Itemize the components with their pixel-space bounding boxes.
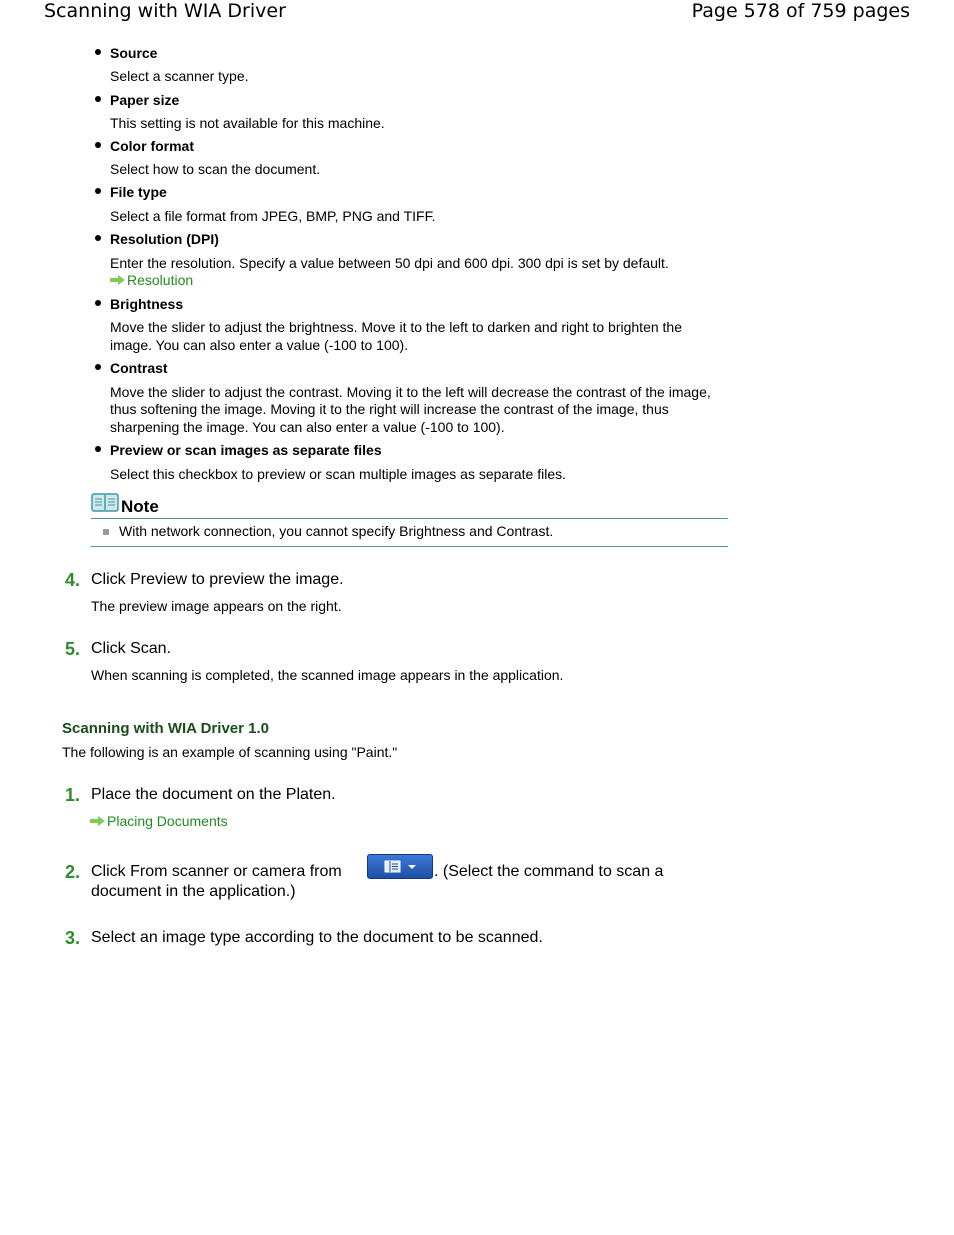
step-number: 4.	[65, 570, 81, 590]
paint-menu-button[interactable]	[367, 854, 433, 879]
note-title: Note	[121, 497, 159, 516]
bullet-icon	[95, 235, 101, 241]
setting-term-color-format: Color format	[110, 138, 194, 154]
note-divider-bottom	[91, 546, 728, 547]
step-text: Place the document on the Platen.	[91, 786, 336, 803]
page-header-title: Scanning with WIA Driver	[44, 0, 286, 22]
resolution-link[interactable]	[110, 272, 193, 288]
step-number: 3.	[65, 928, 81, 948]
setting-term-resolution: Resolution (DPI)	[110, 231, 219, 247]
bullet-icon	[95, 142, 101, 148]
setting-desc-brightness-line2: image. You can also enter a value (-100 to 100).	[110, 337, 409, 353]
setting-desc-contrast-line2: thus softening the image. Moving it to the right will increase the contrast of the image, thus	[110, 401, 669, 417]
setting-term-paper-size: Paper size	[110, 92, 180, 108]
setting-term-source: Source	[110, 45, 158, 61]
arrow-right-icon	[90, 816, 105, 826]
placing-documents-link-label: Placing Documents	[107, 813, 228, 829]
step-text-line2: document in the application.)	[91, 883, 296, 900]
note-divider-top	[91, 518, 728, 519]
setting-desc-separate-files: Select this checkbox to preview or scan multiple images as separate files.	[110, 466, 566, 482]
section-title: Scanning with WIA Driver 1.0	[62, 720, 269, 737]
setting-desc-contrast-line3: sharpening the image. You can also enter a value (-100 to 100).	[110, 419, 505, 435]
page-number: Page 578 of 759 pages	[691, 0, 910, 22]
book-icon	[91, 493, 119, 513]
setting-desc-paper-size: This setting is not available for this machine.	[110, 115, 385, 131]
placing-documents-link[interactable]	[90, 813, 228, 829]
setting-desc-brightness-line1: Move the slider to adjust the brightness. Move it to the left to darken and right to brighten the	[110, 319, 682, 335]
setting-desc-color-format: Select how to scan the document.	[110, 161, 321, 177]
setting-desc-contrast-line1: Move the slider to adjust the contrast. Moving it to the left will decrease the contrast of the image,	[110, 384, 711, 400]
step-text-part1: Click From scanner or camera from	[91, 863, 342, 880]
step-text: Click Scan.	[91, 640, 172, 657]
setting-term-separate-files: Preview or scan images as separate files	[110, 442, 382, 458]
resolution-link-label: Resolution	[127, 272, 194, 288]
setting-term-file-type: File type	[110, 184, 167, 200]
setting-desc-source: Select a scanner type.	[110, 68, 249, 84]
bullet-icon	[95, 300, 101, 306]
setting-desc-file-type: Select a file format from JPEG, BMP, PNG and TIFF.	[110, 208, 436, 224]
setting-desc-resolution: Enter the resolution. Specify a value between 50 dpi and 600 dpi. 300 dpi is set by default.	[110, 255, 669, 271]
setting-term-brightness: Brightness	[110, 296, 184, 312]
step-text: Click Preview to preview the image.	[91, 571, 344, 588]
step-subtext: The preview image appears on the right.	[91, 598, 342, 614]
bullet-icon	[95, 446, 101, 452]
bullet-icon	[95, 364, 101, 370]
step-number: 1.	[65, 785, 81, 805]
setting-term-contrast: Contrast	[110, 360, 168, 376]
arrow-right-icon	[110, 275, 125, 285]
section-description: The following is an example of scanning using "Paint."	[62, 744, 398, 760]
bullet-icon	[95, 96, 101, 102]
step-subtext: When scanning is completed, the scanned image appears in the application.	[91, 667, 564, 683]
bullet-icon	[95, 188, 101, 194]
note-item: With network connection, you cannot specify Brightness and Contrast.	[119, 523, 554, 539]
step-number: 5.	[65, 639, 81, 659]
bullet-icon	[95, 49, 101, 55]
menu-icon	[368, 855, 432, 878]
square-bullet-icon	[103, 529, 109, 535]
step-text-part2: . (Select the command to scan a	[434, 863, 664, 880]
step-text: Select an image type according to the document to be scanned.	[91, 929, 543, 946]
step-number: 2.	[65, 862, 81, 882]
